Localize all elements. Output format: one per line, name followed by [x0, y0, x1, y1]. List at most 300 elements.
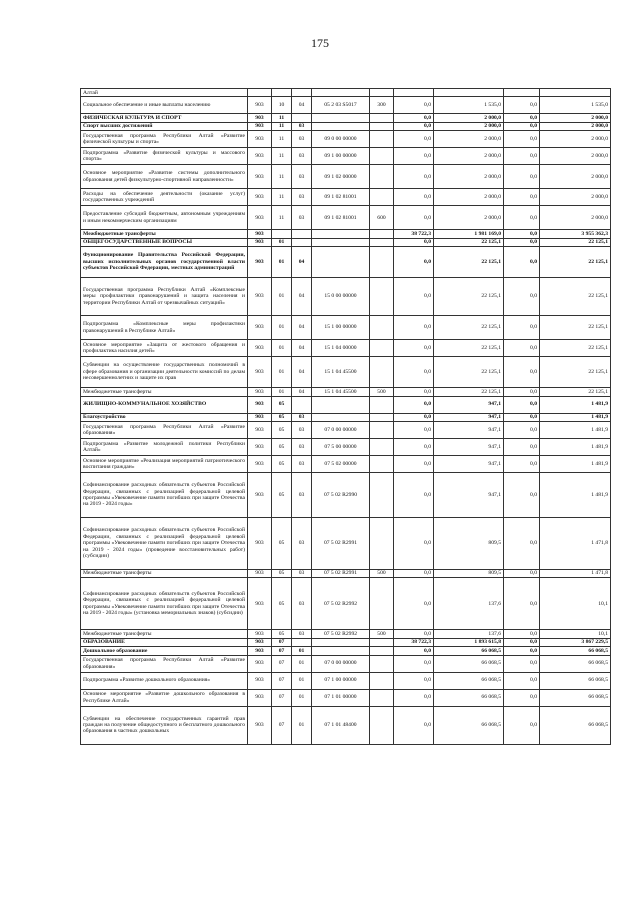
row-name: Подпрограмма «Комплексные меры профилактики правонарушений в Республике Алтай»	[81, 316, 248, 340]
admin-code: 903	[248, 647, 272, 655]
amount-1: 0,0	[394, 247, 434, 278]
expense-type-code	[370, 421, 394, 438]
amount-2	[434, 89, 504, 97]
row-name: Функционирование Правительства Российской Федерации, высших исполнительных органов государственной власти субъектов Российской Федерации, местных администраций	[81, 247, 248, 278]
section-code: 11	[272, 131, 292, 148]
amount-2: 947,1	[434, 396, 504, 413]
amount-4: 1 481,9	[540, 472, 611, 517]
expense-type-code	[370, 122, 394, 130]
target-article-code: 15 0 00 00000	[312, 278, 370, 316]
expense-type-code	[370, 655, 394, 672]
target-article-code: 07 5 00 00000	[312, 438, 370, 455]
amount-3: 0,0	[504, 357, 540, 388]
table-row	[81, 340, 611, 357]
amount-4: 2 000,0	[540, 206, 611, 230]
section-code: 07	[272, 689, 292, 706]
row-name: Предоставление субсидий бюджетным, автономным учреждениям и иным некоммерческим организациям	[81, 206, 248, 230]
target-article-code: 15 1 04 45500	[312, 388, 370, 396]
amount-3: 0,0	[504, 247, 540, 278]
subsection-code	[292, 238, 312, 246]
subsection-code: 04	[292, 247, 312, 278]
admin-code: 903	[248, 706, 272, 744]
admin-code: 903	[248, 189, 272, 206]
subsection-code: 03	[292, 455, 312, 472]
subsection-code: 03	[292, 413, 312, 421]
row-name: ФИЗИЧЕСКАЯ КУЛЬТУРА И СПОРТ	[81, 114, 248, 122]
amount-2: 2 000,0	[434, 131, 504, 148]
expense-type-code	[370, 438, 394, 455]
amount-1: 0,0	[394, 189, 434, 206]
amount-4: 22 125,1	[540, 278, 611, 316]
admin-code: 903	[248, 421, 272, 438]
amount-1: 0,0	[394, 472, 434, 517]
amount-3: 0,0	[504, 472, 540, 517]
amount-3: 0,0	[504, 413, 540, 421]
target-article-code: 05 2 03 S5017	[312, 97, 370, 114]
amount-1: 0,0	[394, 578, 434, 630]
admin-code: 903	[248, 569, 272, 577]
section-code: 05	[272, 413, 292, 421]
row-name: Государственная программа Республики Алтай «Развитие образования»	[81, 421, 248, 438]
section-code: 05	[272, 396, 292, 413]
section-code: 07	[272, 647, 292, 655]
admin-code: 903	[248, 230, 272, 238]
admin-code: 903	[248, 517, 272, 569]
amount-2: 22 125,1	[434, 357, 504, 388]
table-row	[81, 706, 611, 744]
row-name: Межбюджетные трансферты	[81, 230, 248, 238]
row-name: Социальное обеспечение и иные выплаты населению	[81, 97, 248, 114]
admin-code: 903	[248, 672, 272, 689]
table-row	[81, 238, 611, 246]
admin-code: 903	[248, 472, 272, 517]
subsection-code: 03	[292, 578, 312, 630]
amount-4: 22 125,1	[540, 247, 611, 278]
subsection-code: 03	[292, 148, 312, 165]
amount-3	[504, 89, 540, 97]
target-article-code: 07 1 00 00000	[312, 672, 370, 689]
table-row	[81, 206, 611, 230]
expense-type-code	[370, 647, 394, 655]
admin-code: 903	[248, 131, 272, 148]
amount-3: 0,0	[504, 689, 540, 706]
expense-type-code	[370, 357, 394, 388]
target-article-code	[312, 89, 370, 97]
subsection-code: 04	[292, 278, 312, 316]
amount-3: 0,0	[504, 578, 540, 630]
amount-1: 0,0	[394, 340, 434, 357]
amount-3: 0,0	[504, 148, 540, 165]
row-name: Государственная программа Республики Алтай «Комплексные меры профилактики правонарушений и защита населения и территории Республики Алтай от чрезвычайных ситуаций»	[81, 278, 248, 316]
expense-type-code: 300	[370, 97, 394, 114]
section-code: 11	[272, 206, 292, 230]
amount-4: 2 000,0	[540, 114, 611, 122]
amount-4: 2 000,0	[540, 165, 611, 189]
subsection-code: 01	[292, 689, 312, 706]
admin-code: 903	[248, 114, 272, 122]
admin-code: 903	[248, 578, 272, 630]
target-article-code	[312, 413, 370, 421]
target-article-code	[312, 647, 370, 655]
target-article-code	[312, 238, 370, 246]
amount-2: 137,6	[434, 630, 504, 638]
row-name: Подпрограмма «Развитие физической культуры и массового спорта»	[81, 148, 248, 165]
section-code: 11	[272, 114, 292, 122]
amount-2: 2 000,0	[434, 148, 504, 165]
section-code: 07	[272, 655, 292, 672]
amount-4: 1 481,9	[540, 455, 611, 472]
admin-code: 903	[248, 278, 272, 316]
table-row	[81, 569, 611, 577]
admin-code: 903	[248, 438, 272, 455]
row-name: Государственная программа Республики Алтай «Развитие физической культуры и спорта»	[81, 131, 248, 148]
amount-2: 22 125,1	[434, 247, 504, 278]
expense-type-code	[370, 340, 394, 357]
section-code: 01	[272, 278, 292, 316]
target-article-code: 07 1 01 00000	[312, 689, 370, 706]
section-code: 07	[272, 672, 292, 689]
expense-type-code	[370, 689, 394, 706]
admin-code: 903	[248, 165, 272, 189]
table-row	[81, 578, 611, 630]
amount-1: 0,0	[394, 122, 434, 130]
row-name: Субвенции на обеспечение государственных гарантий прав граждан на получение общедоступного и бесплатного дошкольного образования в частных дошкольных	[81, 706, 248, 744]
amount-2: 2 000,0	[434, 165, 504, 189]
target-article-code: 09 0 00 00000	[312, 131, 370, 148]
subsection-code	[292, 89, 312, 97]
amount-1: 0,0	[394, 517, 434, 569]
subsection-code: 01	[292, 672, 312, 689]
table-row	[81, 396, 611, 413]
expense-type-code: 500	[370, 569, 394, 577]
admin-code	[248, 89, 272, 97]
target-article-code: 07 0 00 00000	[312, 655, 370, 672]
subsection-code: 03	[292, 189, 312, 206]
subsection-code	[292, 638, 312, 646]
table-row	[81, 647, 611, 655]
amount-1: 0,0	[394, 689, 434, 706]
amount-1: 0,0	[394, 421, 434, 438]
amount-3: 0,0	[504, 122, 540, 130]
table-row	[81, 165, 611, 189]
target-article-code	[312, 114, 370, 122]
subsection-code: 01	[292, 647, 312, 655]
amount-4: 22 125,1	[540, 340, 611, 357]
amount-4: 66 068,5	[540, 647, 611, 655]
amount-1: 38 722,3	[394, 638, 434, 646]
table-row	[81, 122, 611, 130]
amount-4: 10,1	[540, 630, 611, 638]
row-name: ОБРАЗОВАНИЕ	[81, 638, 248, 646]
amount-4: 1 481,9	[540, 396, 611, 413]
amount-1: 0,0	[394, 278, 434, 316]
expense-type-code	[370, 278, 394, 316]
amount-2: 2 000,0	[434, 114, 504, 122]
expense-type-code	[370, 89, 394, 97]
expense-type-code	[370, 638, 394, 646]
expense-type-code	[370, 189, 394, 206]
expense-type-code	[370, 413, 394, 421]
subsection-code: 03	[292, 630, 312, 638]
subsection-code: 03	[292, 421, 312, 438]
amount-1: 0,0	[394, 396, 434, 413]
admin-code: 903	[248, 97, 272, 114]
amount-1: 0,0	[394, 238, 434, 246]
amount-3: 0,0	[504, 647, 540, 655]
amount-4: 22 125,1	[540, 388, 611, 396]
expense-type-code	[370, 114, 394, 122]
amount-2: 947,1	[434, 472, 504, 517]
amount-3: 0,0	[504, 238, 540, 246]
table-row	[81, 357, 611, 388]
section-code: 05	[272, 455, 292, 472]
expense-type-code: 500	[370, 630, 394, 638]
amount-4: 3 955 362,3	[540, 230, 611, 238]
amount-3: 0,0	[504, 114, 540, 122]
subsection-code: 01	[292, 706, 312, 744]
amount-2: 947,1	[434, 438, 504, 455]
expense-type-code	[370, 517, 394, 569]
amount-4: 10,1	[540, 578, 611, 630]
target-article-code: 07 5 02 00000	[312, 455, 370, 472]
amount-4: 1 481,9	[540, 438, 611, 455]
expense-type-code: 500	[370, 388, 394, 396]
amount-3: 0,0	[504, 165, 540, 189]
amount-1: 0,0	[394, 569, 434, 577]
subsection-code	[292, 396, 312, 413]
subsection-code: 03	[292, 438, 312, 455]
target-article-code: 07 5 02 R2992	[312, 578, 370, 630]
table-row	[81, 689, 611, 706]
amount-3: 0,0	[504, 517, 540, 569]
table-row	[81, 455, 611, 472]
subsection-code: 04	[292, 388, 312, 396]
amount-1: 0,0	[394, 357, 434, 388]
row-name: Спорт высших достижений	[81, 122, 248, 130]
row-name: ЖИЛИЩНО-КОММУНАЛЬНОЕ ХОЗЯЙСТВО	[81, 396, 248, 413]
amount-4: 1 471,8	[540, 569, 611, 577]
target-article-code: 09 1 02 81001	[312, 206, 370, 230]
amount-2: 2 000,0	[434, 206, 504, 230]
amount-2: 66 068,5	[434, 689, 504, 706]
section-code	[272, 230, 292, 238]
amount-4: 66 068,5	[540, 655, 611, 672]
row-name: Софинансирование расходных обязательств субъектов Российской Федерации, связанных с реализацией федеральной целевой программы «Увековечение памяти погибших при защите Отечества на 2019 - 2024 годы» (установка мемориальных знаков) (субсидии)	[81, 578, 248, 630]
amount-4: 2 000,0	[540, 131, 611, 148]
table-row	[81, 247, 611, 278]
budget-table	[80, 88, 611, 745]
subsection-code: 04	[292, 340, 312, 357]
admin-code: 903	[248, 122, 272, 130]
table-row	[81, 114, 611, 122]
row-name: Межбюджетные трансферты	[81, 388, 248, 396]
amount-4: 66 068,5	[540, 672, 611, 689]
amount-4: 22 125,1	[540, 238, 611, 246]
target-article-code: 07 5 02 R2991	[312, 517, 370, 569]
target-article-code: 07 5 02 R2992	[312, 630, 370, 638]
target-article-code: 07 5 02 R2990	[312, 472, 370, 517]
row-name: Алтай	[81, 89, 248, 97]
expense-type-code	[370, 247, 394, 278]
admin-code: 903	[248, 455, 272, 472]
amount-4: 1 535,0	[540, 97, 611, 114]
amount-4: 66 068,5	[540, 689, 611, 706]
amount-3: 0,0	[504, 655, 540, 672]
amount-4: 66 068,5	[540, 706, 611, 744]
target-article-code: 15 1 04 45500	[312, 357, 370, 388]
amount-1: 0,0	[394, 413, 434, 421]
section-code: 11	[272, 122, 292, 130]
amount-3: 0,0	[504, 388, 540, 396]
target-article-code: 07 5 02 R2991	[312, 569, 370, 577]
amount-4: 2 000,0	[540, 122, 611, 130]
table-row	[81, 413, 611, 421]
section-code: 01	[272, 247, 292, 278]
amount-1: 38 722,3	[394, 230, 434, 238]
target-article-code: 09 1 02 00000	[312, 165, 370, 189]
amount-1: 0,0	[394, 706, 434, 744]
target-article-code	[312, 396, 370, 413]
subsection-code: 03	[292, 517, 312, 569]
admin-code: 903	[248, 630, 272, 638]
amount-1: 0,0	[394, 655, 434, 672]
target-article-code: 15 1 04 00000	[312, 340, 370, 357]
amount-2: 2 000,0	[434, 189, 504, 206]
section-code: 05	[272, 421, 292, 438]
amount-2: 2 000,0	[434, 122, 504, 130]
amount-1: 0,0	[394, 388, 434, 396]
admin-code: 903	[248, 206, 272, 230]
amount-2: 66 068,5	[434, 655, 504, 672]
row-name: Дошкольное образование	[81, 647, 248, 655]
amount-3: 0,0	[504, 569, 540, 577]
table-row	[81, 438, 611, 455]
target-article-code	[312, 638, 370, 646]
row-name: Основное мероприятие «Развитие системы дополнительного образования детей физкультурно-спортивной направленности»	[81, 165, 248, 189]
row-name: Основное мероприятие «Реализация мероприятий патриотического воспитания граждан»	[81, 455, 248, 472]
amount-4: 1 471,8	[540, 517, 611, 569]
admin-code: 903	[248, 396, 272, 413]
amount-1: 0,0	[394, 455, 434, 472]
section-code: 11	[272, 165, 292, 189]
table-row	[81, 148, 611, 165]
amount-3: 0,0	[504, 316, 540, 340]
section-code: 07	[272, 638, 292, 646]
amount-3: 0,0	[504, 230, 540, 238]
amount-4: 2 000,0	[540, 189, 611, 206]
table-row	[81, 89, 611, 97]
amount-2: 66 068,5	[434, 706, 504, 744]
amount-2: 22 125,1	[434, 278, 504, 316]
table-row	[81, 672, 611, 689]
subsection-code	[292, 114, 312, 122]
subsection-code: 03	[292, 206, 312, 230]
amount-2: 22 125,1	[434, 238, 504, 246]
expense-type-code	[370, 316, 394, 340]
expense-type-code: 600	[370, 206, 394, 230]
section-code: 01	[272, 340, 292, 357]
subsection-code: 04	[292, 316, 312, 340]
row-name: Основное мероприятие «Развитие дошкольного образования в Республике Алтай»	[81, 689, 248, 706]
table-row	[81, 131, 611, 148]
subsection-code: 03	[292, 165, 312, 189]
section-code: 11	[272, 148, 292, 165]
subsection-code: 03	[292, 122, 312, 130]
target-article-code: 09 1 00 00000	[312, 148, 370, 165]
subsection-code: 01	[292, 655, 312, 672]
amount-2: 809,5	[434, 517, 504, 569]
amount-1: 0,0	[394, 165, 434, 189]
subsection-code: 03	[292, 472, 312, 517]
amount-2: 66 068,5	[434, 672, 504, 689]
target-article-code	[312, 230, 370, 238]
expense-type-code	[370, 672, 394, 689]
table-row	[81, 630, 611, 638]
admin-code: 903	[248, 388, 272, 396]
section-code: 10	[272, 97, 292, 114]
admin-code: 903	[248, 413, 272, 421]
table-row	[81, 230, 611, 238]
section-code: 05	[272, 438, 292, 455]
row-name: Подпрограмма «Развитие молодежной политики Республики Алтай»	[81, 438, 248, 455]
target-article-code: 15 1 00 00000	[312, 316, 370, 340]
amount-3: 0,0	[504, 638, 540, 646]
amount-3: 0,0	[504, 630, 540, 638]
amount-3: 0,0	[504, 131, 540, 148]
amount-2: 22 125,1	[434, 388, 504, 396]
target-article-code: 07 0 00 00000	[312, 421, 370, 438]
amount-2: 22 125,1	[434, 340, 504, 357]
row-name: Межбюджетные трансферты	[81, 630, 248, 638]
section-code: 05	[272, 569, 292, 577]
amount-2: 1 535,0	[434, 97, 504, 114]
amount-2: 66 068,5	[434, 647, 504, 655]
amount-1: 0,0	[394, 316, 434, 340]
amount-3: 0,0	[504, 455, 540, 472]
amount-1: 0,0	[394, 630, 434, 638]
subsection-code: 03	[292, 131, 312, 148]
amount-4: 2 000,0	[540, 148, 611, 165]
target-article-code	[312, 247, 370, 278]
table-row	[81, 278, 611, 316]
admin-code: 903	[248, 357, 272, 388]
amount-1: 0,0	[394, 114, 434, 122]
page-number: 175	[311, 36, 329, 50]
table-row	[81, 316, 611, 340]
row-name: Софинансирование расходных обязательств субъектов Российской Федерации, связанных с реализацией федеральной целевой программы «Увековечение памяти погибших при защите Отечества на 2019 - 2024 годы»	[81, 472, 248, 517]
amount-3: 0,0	[504, 97, 540, 114]
amount-4: 22 125,1	[540, 357, 611, 388]
expense-type-code	[370, 396, 394, 413]
section-code: 05	[272, 630, 292, 638]
amount-2: 947,1	[434, 421, 504, 438]
section-code: 01	[272, 316, 292, 340]
table-row	[81, 388, 611, 396]
table-row	[81, 638, 611, 646]
amount-2: 22 125,1	[434, 316, 504, 340]
row-name: Софинансирование расходных обязательств субъектов Российской Федерации, связанных с реализацией федеральной целевой программы «Увековечение памяти погибших при защите Отечества на 2019 - 2024 годы» (проведение восстановительных работ) (субсидии)	[81, 517, 248, 569]
admin-code: 903	[248, 247, 272, 278]
admin-code: 903	[248, 148, 272, 165]
subsection-code	[292, 230, 312, 238]
amount-1: 0,0	[394, 148, 434, 165]
amount-3: 0,0	[504, 206, 540, 230]
expense-type-code	[370, 578, 394, 630]
subsection-code: 04	[292, 357, 312, 388]
subsection-code: 04	[292, 97, 312, 114]
amount-4: 22 125,1	[540, 316, 611, 340]
amount-2: 809,5	[434, 569, 504, 577]
